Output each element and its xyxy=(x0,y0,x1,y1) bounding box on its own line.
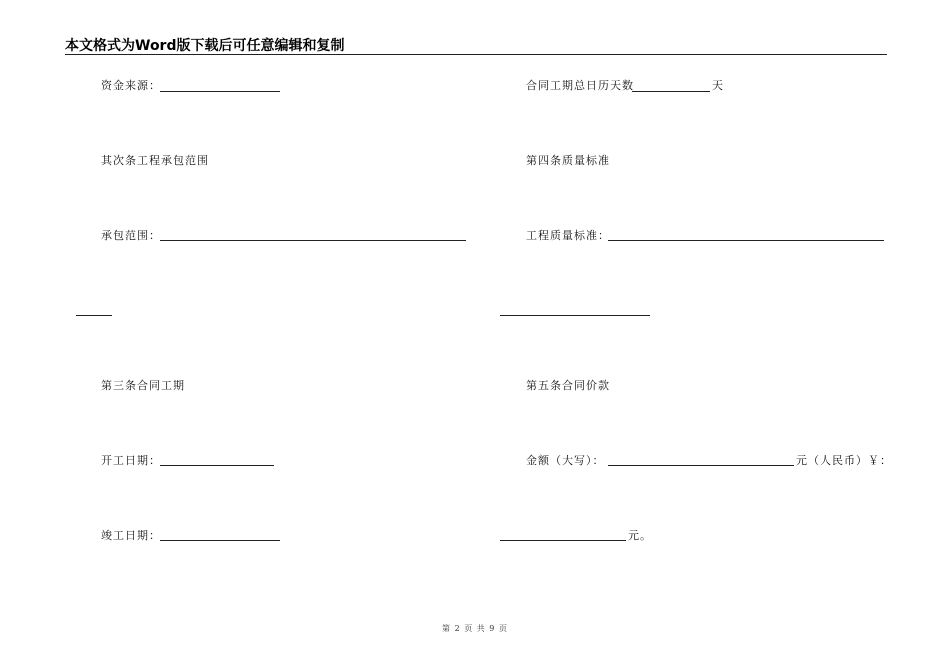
article-3-title: 第三条合同工期 xyxy=(101,379,185,392)
fund-source-label: 资金来源： xyxy=(101,79,161,92)
days-unit: 天 xyxy=(712,79,724,92)
start-date-field[interactable] xyxy=(160,465,274,466)
quality-field[interactable] xyxy=(608,240,884,241)
scope-field[interactable] xyxy=(160,240,466,241)
article-2-title: 其次条工程承包范围 xyxy=(101,154,209,167)
article-4-title: 第四条质量标准 xyxy=(526,154,610,167)
page-number: 第 2 页 共 9 页 xyxy=(442,624,508,633)
article-5-title: 第五条合同价款 xyxy=(526,379,610,392)
header-title: 本文格式为Word版下载后可任意编辑和复制 xyxy=(65,38,345,54)
quality-field-continued[interactable] xyxy=(500,315,650,316)
amount-label: 金额（大写）： xyxy=(526,454,605,467)
total-days-label: 合同工期总日历天数 xyxy=(526,79,634,92)
quality-label: 工程质量标准： xyxy=(526,229,610,242)
amount-words-field[interactable] xyxy=(608,465,794,466)
scope-field-continued[interactable] xyxy=(76,315,112,316)
fund-source-field[interactable] xyxy=(160,91,280,92)
end-date-field[interactable] xyxy=(160,540,280,541)
yuan-end: 元。 xyxy=(628,529,652,542)
amount-figure-field[interactable] xyxy=(500,540,626,541)
scope-label: 承包范围： xyxy=(101,229,161,242)
page-header xyxy=(65,34,887,55)
start-date-label: 开工日期： xyxy=(101,454,161,467)
total-days-field[interactable] xyxy=(632,91,710,92)
amount-unit: 元（人民币）￥： xyxy=(796,454,892,467)
end-date-label: 竣工日期： xyxy=(101,529,161,542)
